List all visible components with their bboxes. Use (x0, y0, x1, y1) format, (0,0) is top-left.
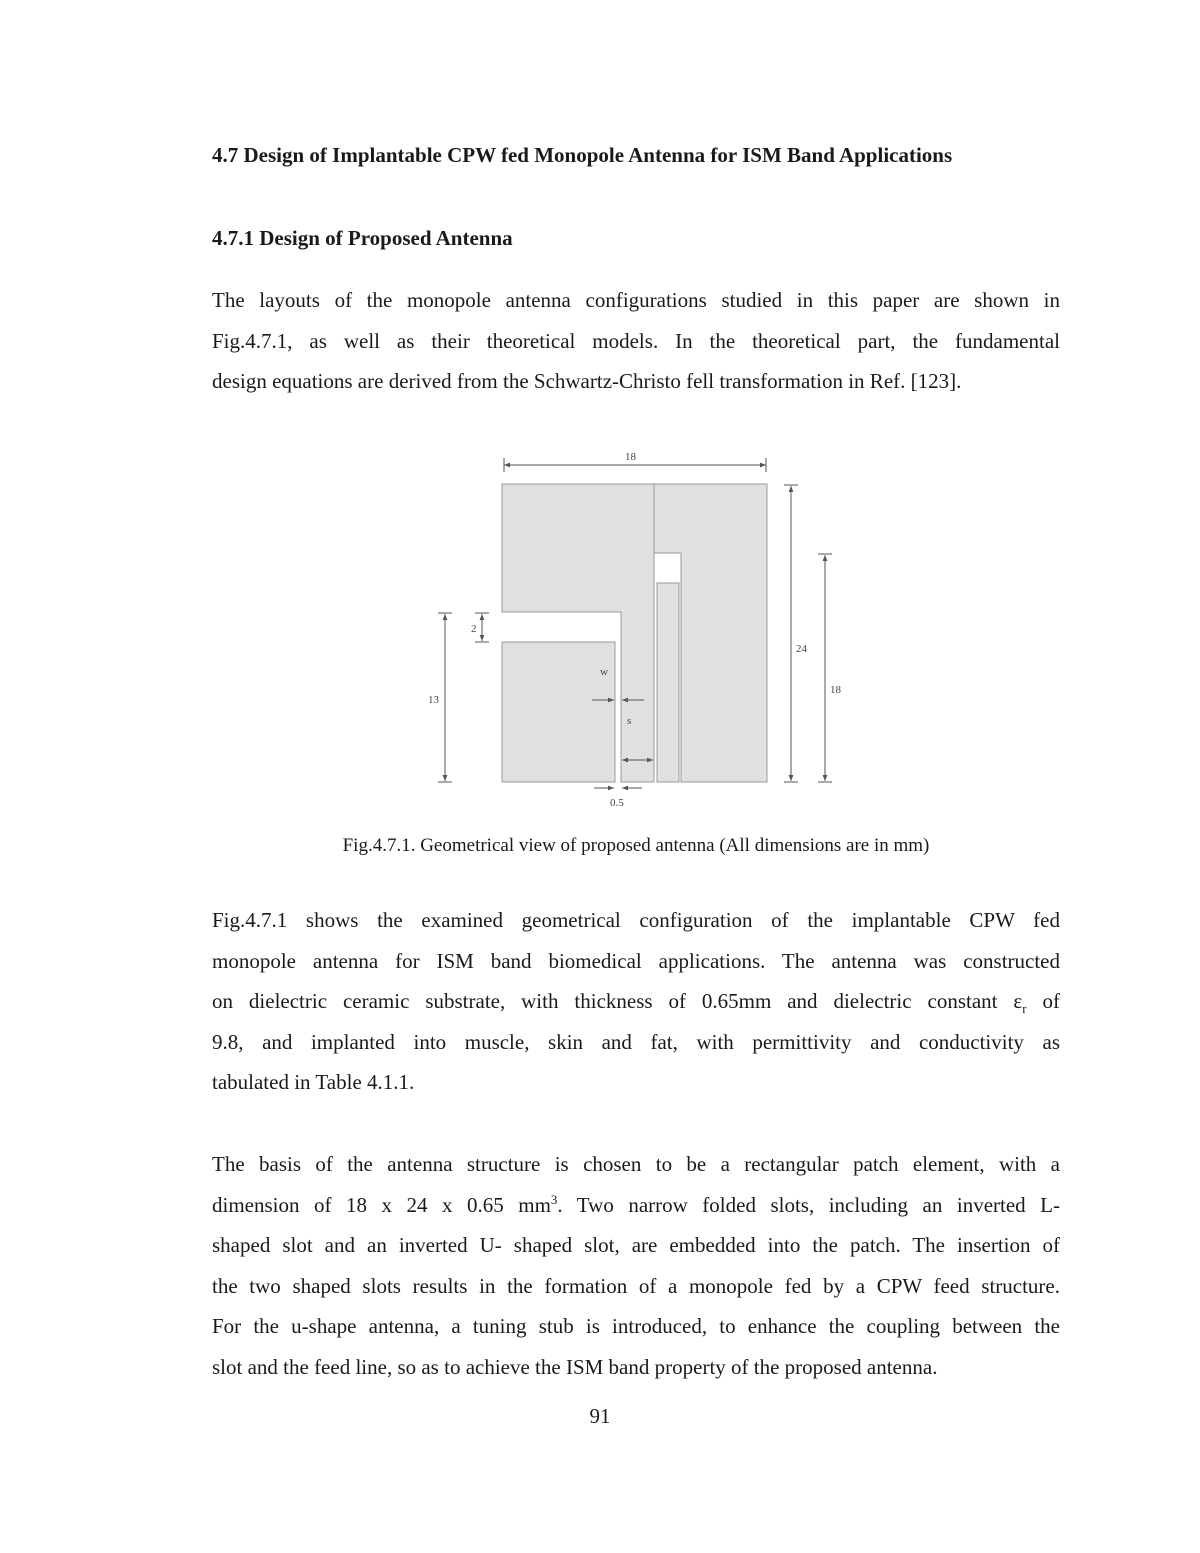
dim-label-bottom-gap: 0.5 (610, 797, 624, 809)
dim-label-width: 18 (625, 451, 636, 463)
text-line-with-subscript (212, 981, 1060, 1022)
text-line: The basis of the antenna structure is chosen to be a rectangular patch element, with a (212, 1152, 1060, 1176)
text-fragment: of (1026, 989, 1060, 1013)
figure-caption: Fig.4.7.1. Geometrical view of proposed antenna (All dimensions are in mm) (342, 835, 930, 856)
paragraph-structure (212, 1144, 1060, 1387)
dim-label-height: 24 (796, 643, 807, 655)
text-line: Fig.4.7.1 shows the examined geometrical configuration of the implantable CPW fed (212, 908, 1060, 932)
tuning-stub (657, 583, 679, 782)
page-number: 91 (589, 1404, 611, 1428)
text-line: For the u-shape antenna, a tuning stub is introduced, to enhance the coupling between the (212, 1314, 1060, 1338)
subscript-r: r (1022, 1001, 1027, 1017)
subsection-heading: 4.7.1 Design of Proposed Antenna (212, 226, 513, 250)
text-line: Fig.4.7.1, as well as their theoretical models. In the theoretical part, the fundamental (212, 328, 1060, 353)
text-line: 9.8, and implanted into muscle, skin and fat, with permittivity and conductivity as (212, 1029, 1060, 1054)
text-fragment: dimension of 18 x 24 x 0.65 mm (212, 1192, 551, 1217)
text-line: tabulated in Table 4.1.1. (212, 1070, 415, 1094)
text-line: The layouts of the monopole antenna configurations studied in this paper are shown in (212, 288, 1060, 312)
dim-label-s: s (627, 715, 632, 727)
text-fragment: on dielectric ceramic substrate, with thickness of 0.65mm and dielectric constant ε (212, 989, 1023, 1013)
text-line-with-superscript (212, 1185, 1060, 1226)
dim-label-left-height: 13 (428, 694, 439, 706)
text-fragment: . Two narrow folded slots, including an inverted L- (557, 1192, 1060, 1217)
text-line: design equations are derived from the Schwartz-Christo fell transformation in Ref. [123]. (212, 369, 962, 393)
superscript-3: 3 (550, 1191, 558, 1207)
section-heading: 4.7 Design of Implantable CPW fed Monopole Antenna for ISM Band Applications (212, 143, 953, 167)
dim-label-stub-height: 18 (830, 684, 841, 696)
dim-label-slot-gap: 2 (471, 623, 477, 635)
text-line: monopole antenna for ISM band biomedical applications. The antenna was constructed (212, 948, 1060, 973)
text-line: slot and the feed line, so as to achieve the ISM band property of the proposed antenna. (212, 1354, 938, 1379)
lower-left-ground (502, 642, 615, 782)
text-line: shaped slot and an inverted U- shaped slot, are embedded into the patch. The insertion of (212, 1233, 1060, 1257)
paragraph-configuration (212, 900, 1060, 1103)
text-line: the two shaped slots results in the formation of a monopole fed by a CPW feed structure. (212, 1273, 1060, 1298)
dim-label-w: w (600, 666, 608, 678)
